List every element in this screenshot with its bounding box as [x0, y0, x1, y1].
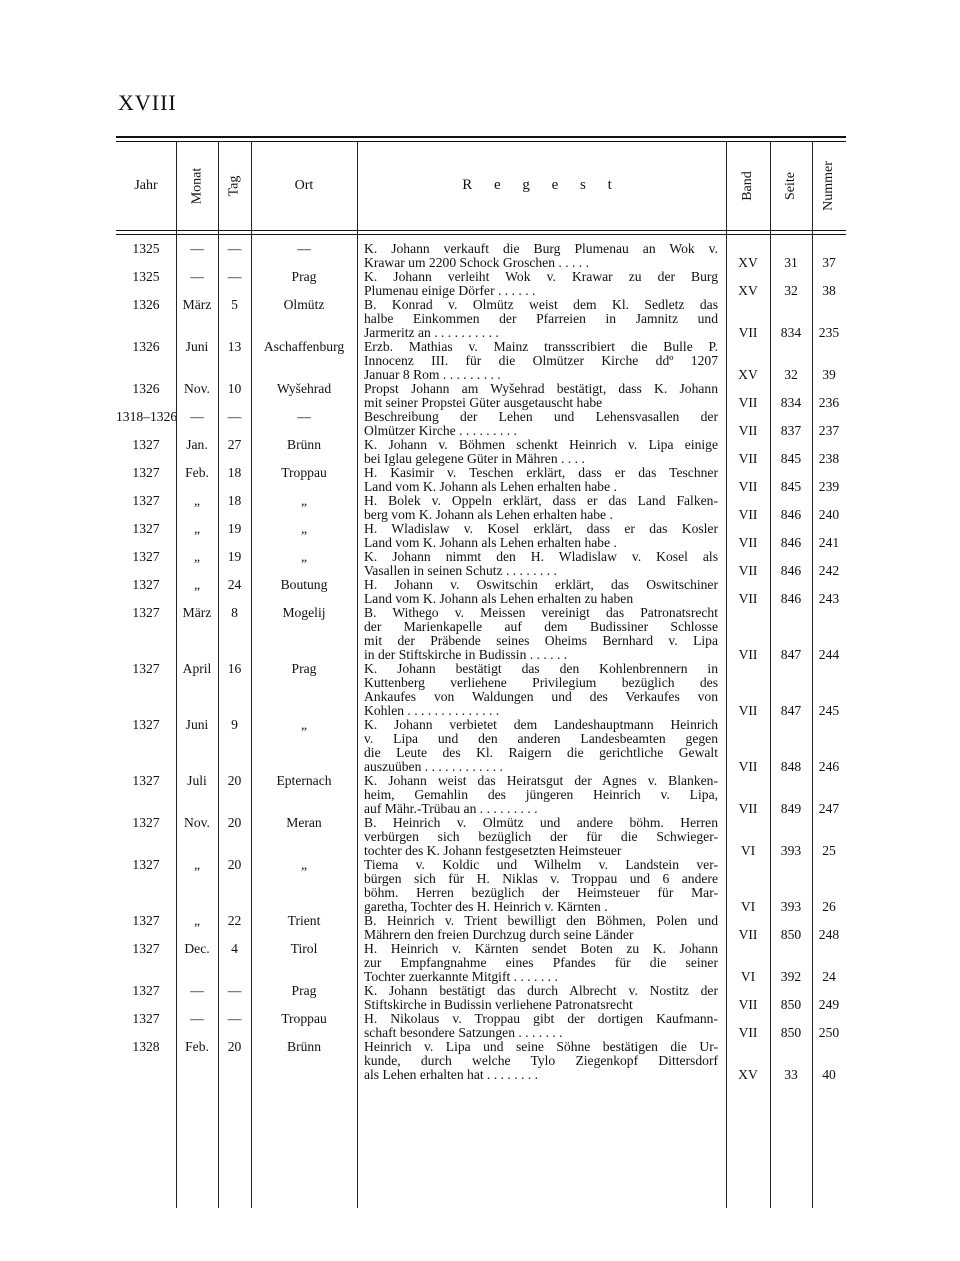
- regest-line: Mährern den freien Durchzug durch seine Länder: [364, 928, 634, 942]
- number-cell: 250: [818, 1025, 840, 1040]
- year-cell: 1327: [132, 773, 160, 788]
- month-cell: „: [193, 493, 201, 508]
- number-cell: 244: [818, 647, 840, 662]
- year-cell: 1326: [132, 381, 160, 396]
- regest-line: tochter des K. Johann festgesetzten Heimsteuer: [364, 844, 622, 858]
- column-divider: [812, 141, 813, 1208]
- regest-line: kunde, durch welche Tylo Ziegenkopf Dittersdorf: [364, 1054, 718, 1068]
- month-cell: „: [193, 549, 201, 564]
- number-cell: 242: [818, 563, 840, 578]
- place-cell: Boutung: [280, 577, 328, 592]
- month-cell: „: [193, 577, 201, 592]
- page-ref-cell: 850: [780, 1025, 802, 1040]
- header-seite: Seite: [783, 171, 798, 200]
- top-rule: [116, 136, 846, 138]
- day-cell: 9: [231, 717, 238, 732]
- day-cell: —: [227, 409, 242, 424]
- regest-line: Heinrich v. Lipa und seine Söhne bestätigen die Ur-: [364, 1040, 718, 1054]
- month-cell: März: [182, 605, 212, 620]
- column-divider: [770, 141, 771, 1208]
- band-cell: VII: [738, 395, 758, 410]
- regest-line: Innocenz III. für die Olmützer Kirche ddº 1207: [364, 354, 718, 368]
- place-cell: Prag: [291, 983, 317, 998]
- number-cell: 247: [818, 801, 840, 816]
- month-cell: Nov.: [184, 381, 210, 396]
- year-cell: 1327: [132, 437, 160, 452]
- regest-cell: [364, 242, 718, 270]
- regest-line: H. Johann v. Oswitschin erklärt, das Oswitschiner: [364, 578, 718, 592]
- day-cell: 4: [231, 941, 238, 956]
- band-cell: VII: [738, 647, 758, 662]
- place-cell: Brünn: [287, 1039, 321, 1054]
- day-cell: 8: [231, 605, 238, 620]
- place-cell: Mogelij: [282, 605, 326, 620]
- page-ref-cell: 848: [780, 759, 802, 774]
- day-cell: 16: [227, 661, 242, 676]
- regest-line: Beschreibung der Lehen und Lehensvasallen der: [364, 410, 718, 424]
- number-cell: 235: [818, 325, 840, 340]
- number-cell: 24: [822, 969, 836, 984]
- day-cell: 20: [227, 815, 242, 830]
- regest-line: v. Lipa und den anderen Landesbeamten gegen: [364, 732, 718, 746]
- day-cell: 20: [227, 1039, 242, 1054]
- place-cell: Troppau: [281, 465, 327, 480]
- year-cell: 1326: [132, 297, 160, 312]
- band-cell: VII: [738, 563, 758, 578]
- year-cell: 1318–1326: [116, 409, 178, 424]
- page-ref-cell: 393: [780, 843, 802, 858]
- regest-cell: [364, 816, 718, 858]
- year-cell: 1327: [132, 493, 160, 508]
- band-cell: VII: [738, 1025, 758, 1040]
- year-cell: 1327: [132, 549, 160, 564]
- page-ref-cell: 846: [780, 563, 802, 578]
- month-cell: Juni: [185, 339, 209, 354]
- page-ref-cell: 849: [780, 801, 802, 816]
- regest-line: K. Johann bestätigt das durch Albrecht v. Nostitz der: [364, 984, 718, 998]
- year-cell: 1327: [132, 941, 160, 956]
- day-cell: 10: [227, 381, 242, 396]
- regest-line: H. Bolek v. Oppeln erklärt, dass er das Land Falken-: [364, 494, 718, 508]
- page-ref-cell: 845: [780, 451, 802, 466]
- regest-line: H. Heinrich v. Kärnten sendet Boten zu K. Johann: [364, 942, 718, 956]
- band-cell: VII: [738, 325, 758, 340]
- year-cell: 1325: [132, 241, 160, 256]
- header-rule-thin: [116, 234, 846, 235]
- number-cell: 241: [818, 535, 840, 550]
- month-cell: —: [190, 409, 204, 424]
- place-cell: Brünn: [287, 437, 321, 452]
- month-cell: Dec.: [184, 941, 210, 956]
- regest-cell: [364, 550, 718, 578]
- regest-cell: [364, 718, 718, 774]
- regest-line: als Lehen erhalten hat . . . . . . . .: [364, 1068, 539, 1082]
- month-cell: —: [190, 1011, 204, 1026]
- number-cell: 249: [818, 997, 840, 1012]
- month-cell: März: [182, 297, 212, 312]
- month-cell: —: [190, 983, 204, 998]
- day-cell: —: [227, 241, 242, 256]
- day-cell: 22: [227, 913, 242, 928]
- month-cell: Juni: [185, 717, 209, 732]
- regest-line: Kohlen . . . . . . . . . . . . . .: [364, 704, 500, 718]
- header-ort: Ort: [294, 177, 314, 193]
- day-cell: —: [227, 1011, 242, 1026]
- regest-line: Stiftskirche in Budissin verliehene Patronatsrecht: [364, 998, 633, 1012]
- regest-cell: [364, 522, 718, 550]
- number-cell: 25: [822, 843, 836, 858]
- band-cell: VII: [738, 479, 758, 494]
- page-ref-cell: 32: [784, 367, 798, 382]
- regest-cell: [364, 270, 718, 298]
- regest-cell: [364, 578, 718, 606]
- regest-cell: [364, 438, 718, 466]
- place-cell: Meran: [286, 815, 322, 830]
- page-ref-cell: 834: [780, 395, 802, 410]
- page-ref-cell: 846: [780, 591, 802, 606]
- number-cell: 240: [818, 507, 840, 522]
- band-cell: VII: [738, 535, 758, 550]
- band-cell: VII: [738, 423, 758, 438]
- number-cell: 239: [818, 479, 840, 494]
- year-cell: 1327: [132, 521, 160, 536]
- place-cell: Aschaffenburg: [263, 339, 345, 354]
- band-cell: XV: [738, 255, 758, 270]
- year-cell: 1327: [132, 1011, 160, 1026]
- regest-cell: [364, 942, 718, 984]
- place-cell: Troppau: [281, 1011, 327, 1026]
- year-cell: 1327: [132, 661, 160, 676]
- regest-line: B. Heinrich v. Trient bewilligt den Böhmen, Polen und: [364, 914, 718, 928]
- regest-line: B. Withego v. Meissen vereinigt das Patronatsrecht: [364, 606, 718, 620]
- regest-line: verbürgen sich bezüglich der für die Schwieger-: [364, 830, 718, 844]
- day-cell: 20: [227, 857, 242, 872]
- header-monat: Monat: [189, 167, 204, 204]
- regest-line: B. Heinrich v. Olmütz und andere böhm. Herren: [364, 816, 718, 830]
- band-cell: XV: [738, 367, 758, 382]
- year-cell: 1327: [132, 465, 160, 480]
- day-cell: 18: [227, 465, 242, 480]
- page-ref-cell: 845: [780, 479, 802, 494]
- page-ref-cell: 850: [780, 927, 802, 942]
- page-ref-cell: 393: [780, 899, 802, 914]
- number-cell: 238: [818, 451, 840, 466]
- regest-line: Land vom K. Johann als Lehen erhalten habe .: [364, 536, 617, 550]
- year-cell: 1325: [132, 269, 160, 284]
- place-cell: Prag: [291, 661, 317, 676]
- regest-cell: [364, 340, 718, 382]
- regest-line: Erzb. Mathias v. Mainz transscribiert die Bulle P.: [364, 340, 718, 354]
- place-cell: Epternach: [276, 773, 332, 788]
- regest-line: K. Johann nimmt den H. Wladislaw v. Kosel als: [364, 550, 718, 564]
- regest-line: H. Wladislaw v. Kosel erklärt, dass er das Kosler: [364, 522, 718, 536]
- page-ref-cell: 33: [784, 1067, 798, 1082]
- header-nummer: Nummer: [821, 160, 837, 211]
- year-cell: 1327: [132, 717, 160, 732]
- page-ref-cell: 846: [780, 507, 802, 522]
- page-ref-cell: 31: [784, 255, 798, 270]
- place-cell: „: [300, 717, 308, 732]
- day-cell: 19: [227, 549, 242, 564]
- number-cell: 39: [822, 367, 836, 382]
- place-cell: „: [300, 521, 308, 536]
- regest-cell: [364, 914, 718, 942]
- regest-line: B. Konrad v. Olmütz weist dem Kl. Sedletz das: [364, 298, 718, 312]
- page-ref-cell: 32: [784, 283, 798, 298]
- month-cell: —: [190, 269, 204, 284]
- band-cell: VII: [738, 591, 758, 606]
- regest-line: der Marienkapelle auf dem Budissiner Schlosse: [364, 620, 718, 634]
- year-cell: 1327: [132, 605, 160, 620]
- regest-line: Land vom K. Johann als Lehen erhalten habe .: [364, 480, 617, 494]
- regest-cell: [364, 1040, 718, 1082]
- place-cell: Wyšehrad: [276, 381, 332, 396]
- regest-cell: [364, 410, 718, 438]
- header-jahr: Jahr: [134, 177, 158, 193]
- day-cell: —: [227, 269, 242, 284]
- regest-line: mit der Präbende seines Oheims Bernhard v. Lipa: [364, 634, 718, 648]
- number-cell: 245: [818, 703, 840, 718]
- year-cell: 1327: [132, 577, 160, 592]
- regest-line: zur Empfangnahme eines Pfandes für die seiner: [364, 956, 718, 970]
- band-cell: VII: [738, 801, 758, 816]
- regest-line: Januar 8 Rom . . . . . . . . .: [364, 368, 501, 382]
- day-cell: 19: [227, 521, 242, 536]
- number-cell: 26: [822, 899, 836, 914]
- band-cell: VII: [738, 997, 758, 1012]
- day-cell: —: [227, 983, 242, 998]
- place-cell: „: [300, 549, 308, 564]
- page-ref-cell: 847: [780, 703, 802, 718]
- day-cell: 5: [231, 297, 238, 312]
- place-cell: „: [300, 493, 308, 508]
- month-cell: Nov.: [184, 815, 210, 830]
- page-ref-cell: 392: [780, 969, 802, 984]
- regest-line: die Leute des Kl. Raigern die gerichtliche Gewalt: [364, 746, 718, 760]
- day-cell: 24: [227, 577, 242, 592]
- regest-cell: [364, 466, 718, 494]
- day-cell: 18: [227, 493, 242, 508]
- year-cell: 1327: [132, 857, 160, 872]
- regest-line: K. Johann bestätigt das den Kohlenbrennern in: [364, 662, 718, 676]
- band-cell: XV: [738, 1067, 758, 1082]
- page-number: XVIII: [118, 90, 177, 115]
- number-cell: 38: [822, 283, 836, 298]
- page-ref-cell: 847: [780, 647, 802, 662]
- year-cell: 1328: [132, 1039, 160, 1054]
- year-cell: 1326: [132, 339, 160, 354]
- regest-line: heim, Gemahlin des jüngeren Heinrich v. Lipa,: [364, 788, 718, 802]
- number-cell: 243: [818, 591, 840, 606]
- band-cell: VII: [738, 927, 758, 942]
- page-ref-cell: 837: [780, 423, 802, 438]
- regest-line: auszuüben . . . . . . . . . . . .: [364, 760, 503, 774]
- place-cell: Trient: [287, 913, 321, 928]
- header-tag: Tag: [226, 175, 242, 196]
- column-divider: [357, 141, 358, 1208]
- header-regest: R e g e s t: [462, 177, 621, 193]
- place-cell: Olmütz: [283, 297, 325, 312]
- regest-line: garetha, Tochter des H. Heinrich v. Kärnten .: [364, 900, 608, 914]
- number-cell: 248: [818, 927, 840, 942]
- regest-line: K. Johann weist das Heiratsgut der Agnes v. Blanken-: [364, 774, 718, 788]
- regest-line: bei Iglau gelegene Güter in Mähren . . . .: [364, 452, 585, 466]
- regest-line: H. Kasimir v. Teschen erklärt, dass er das Teschner: [364, 466, 718, 480]
- number-cell: 236: [818, 395, 840, 410]
- column-divider: [726, 141, 727, 1208]
- page-ref-cell: 850: [780, 997, 802, 1012]
- band-cell: VII: [738, 451, 758, 466]
- header-rule: [116, 230, 846, 231]
- regest-cell: [364, 382, 718, 410]
- month-cell: Feb.: [185, 465, 209, 480]
- band-cell: XV: [738, 283, 758, 298]
- regest-line: Ankaufes von Waldungen und des Verkaufes von: [364, 690, 718, 704]
- regest-cell: [364, 984, 718, 1012]
- month-cell: „: [193, 913, 201, 928]
- regest-cell: [364, 662, 718, 718]
- regest-line: H. Nikolaus v. Troppau gibt der dortigen Kaufmann-: [364, 1012, 718, 1026]
- regest-line: Tiema v. Koldic und Wilhelm v. Landstein ver-: [364, 858, 718, 872]
- regest-line: Land vom K. Johann als Lehen erhalten zu haben: [364, 592, 634, 606]
- month-cell: —: [190, 241, 204, 256]
- place-cell: Prag: [291, 269, 317, 284]
- regest-cell: [364, 858, 718, 914]
- regest-line: berg vom K. Johann als Lehen erhalten habe .: [364, 508, 613, 522]
- band-cell: VII: [738, 507, 758, 522]
- month-cell: Jan.: [186, 437, 208, 452]
- day-cell: 13: [227, 339, 242, 354]
- regest-cell: [364, 494, 718, 522]
- band-cell: VI: [740, 843, 756, 858]
- regest-line: böhm. Herren bezüglich der Heimsteuer für Mar-: [364, 886, 718, 900]
- band-cell: VI: [740, 969, 756, 984]
- month-cell: „: [193, 521, 201, 536]
- regest-cell: [364, 774, 718, 816]
- place-cell: „: [300, 857, 308, 872]
- regest-line: Kuttenberg verliehene Privilegium bezüglich des: [364, 676, 718, 690]
- regest-line: bürgen sich für H. Niklas v. Troppau und 6 andere: [364, 872, 718, 886]
- place-cell: —: [297, 409, 311, 424]
- page-ref-cell: 834: [780, 325, 802, 340]
- regest-line: Jarmeritz an . . . . . . . . . .: [364, 326, 499, 340]
- page-ref-cell: 846: [780, 535, 802, 550]
- month-cell: Juli: [187, 773, 207, 788]
- regest-line: schaft besondere Satzungen . . . . . . .: [364, 1026, 563, 1040]
- regest-line: K. Johann v. Böhmen schenkt Heinrich v. Lipa einige: [364, 438, 718, 452]
- year-cell: 1327: [132, 815, 160, 830]
- regest-line: auf Mähr.-Trübau an . . . . . . . . .: [364, 802, 538, 816]
- day-cell: 20: [227, 773, 242, 788]
- regest-cell: [364, 1012, 718, 1040]
- regest-line: Krawar um 2200 Schock Groschen . . . . .: [364, 256, 590, 270]
- year-cell: 1327: [132, 983, 160, 998]
- month-cell: April: [182, 661, 212, 676]
- regest-line: K. Johann verleiht Wok v. Krawar zu der Burg: [364, 270, 718, 284]
- header-band: Band: [740, 170, 755, 201]
- band-cell: VII: [738, 703, 758, 718]
- number-cell: 40: [822, 1067, 836, 1082]
- regest-line: halbe Einkommen der Pfarreien in Jamnitz und: [364, 312, 718, 326]
- number-cell: 237: [818, 423, 840, 438]
- day-cell: 27: [227, 437, 242, 452]
- regest-line: Olmützer Kirche . . . . . . . . .: [364, 424, 517, 438]
- band-cell: VI: [740, 899, 756, 914]
- regest-line: K. Johann verbietet dem Landeshauptmann Heinrich: [364, 718, 718, 732]
- regest-line: Tochter zuerkannte Mitgift . . . . . . .: [364, 970, 558, 984]
- regest-line: in der Stiftskirche in Budissin . . . . . .: [364, 648, 568, 662]
- place-cell: Tirol: [290, 941, 318, 956]
- number-cell: 246: [818, 759, 840, 774]
- number-cell: 37: [822, 255, 836, 270]
- regest-cell: [364, 298, 718, 340]
- band-cell: VII: [738, 759, 758, 774]
- regest-line: Plumenau einige Dörfer . . . . . .: [364, 284, 536, 298]
- month-cell: „: [193, 857, 201, 872]
- month-cell: Feb.: [185, 1039, 209, 1054]
- place-cell: —: [297, 241, 311, 256]
- regest-line: Propst Johann am Wyšehrad bestätigt, dass K. Johann: [364, 382, 718, 396]
- regest-cell: [364, 606, 718, 662]
- regest-line: K. Johann verkauft die Burg Plumenau an Wok v.: [364, 242, 718, 256]
- regest-line: Vasallen in seinen Schutz . . . . . . . .: [364, 564, 557, 578]
- year-cell: 1327: [132, 913, 160, 928]
- regest-line: mit seiner Propstei Güter ausgetauscht habe: [364, 396, 603, 410]
